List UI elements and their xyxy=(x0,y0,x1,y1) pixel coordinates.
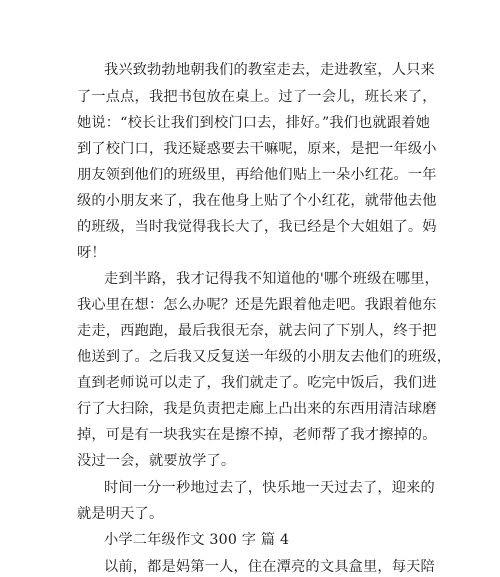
text-line: 以前，都是妈第一人，住在潭亮的文具盒里，每天陪 xyxy=(104,559,435,575)
text-line: 我兴致勃勃地朝我们的教室走去，走进教室，人只来 xyxy=(104,62,435,78)
text-line: 掉，可是有一块我实在是擦不掉，老师帮了我才擦掉的。 xyxy=(77,427,437,443)
text-line: 朋友领到他们的班级里，再给他们贴上一朵小红花。一年 xyxy=(77,167,437,183)
text-line: 我心里在想：怎么办呢？还是先跟着他走吧。我跟着他东 xyxy=(77,297,437,313)
text-line: 他送到了。之后我又反复送一年级的小朋友去他们的班级， xyxy=(77,349,452,365)
text-line: 直到老师说可以走了，我们就走了。吃完中饭后，我们进 xyxy=(77,375,437,391)
text-line: 了一点点，我把书包放在桌上。过了一会儿，班长来了， xyxy=(77,89,437,105)
text-line: 就是明天了。 xyxy=(77,506,164,522)
text-line: 呀！ xyxy=(77,245,106,261)
section-heading: 小学二年级作文 300 字 篇 4 xyxy=(104,532,290,548)
text-line: 走走，西跑跑，最后我很无奈，就去问了下别人，终于把 xyxy=(77,323,437,339)
text-line: 行了大扫除，我是负责把走廊上凸出来的东西用清洁球磨 xyxy=(77,401,437,417)
text-line: 到了校门口，我还疑惑要去干嘛呢，原来，是把一年级小 xyxy=(77,141,437,157)
text-line: 级的小朋友来了，我在他身上贴了个小红花，就带他去他 xyxy=(77,193,437,209)
text-line: 时间一分一秒地过去了，快乐地一天过去了，迎来的 xyxy=(104,480,435,496)
text-line: 她说：“校长让我们到校门口去，排好。”我们也就跟着她 xyxy=(77,115,431,131)
text-line: 走到半路，我才记得我不知道他的'哪个班级在哪里， xyxy=(104,271,440,287)
text-line: 的班级，当时我觉得我长大了，我已经是个大姐姐了。妈 xyxy=(77,219,437,235)
text-line: 没过一会，就要放学了。 xyxy=(77,453,236,469)
